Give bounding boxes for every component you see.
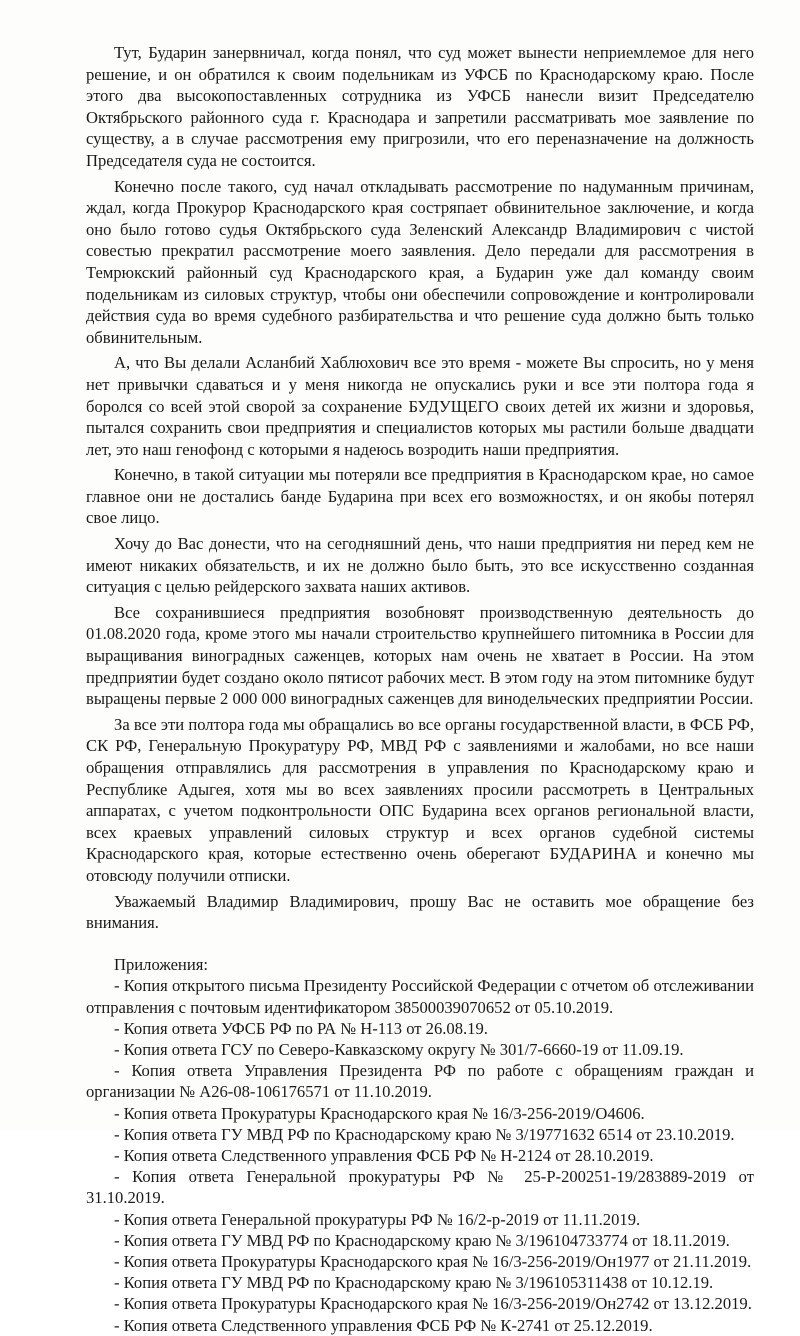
appendix-list xyxy=(86,975,754,1335)
appendix-item: - Копия ответа УФСБ РФ по РА № Н-113 от 26.08.19. xyxy=(114,1018,488,1038)
appendix-item: - Копия ответа Прокуратуры Краснодарского края № 16/3-256-2019/Он1977 от 21.11.2019. xyxy=(114,1251,752,1271)
paragraph-3: А, что Вы делали Асланбий Хаблюхович все это время - можете Вы спросить, но у меня нет привычки сдаваться и у меня никогда не опускались руки и все эти полтора года я боролся со всей этой сворой за сохранение БУДУЩЕГО своих детей их жизни и здоровья, пытался сохранить свои предприятия и специалистов которых мы растили больше двадцати лет, это наш генофонд с которыми я надеюсь возродить наши предприятия. xyxy=(86,353,754,459)
letter-body xyxy=(86,42,754,934)
paragraph-1: Тут, Бударин занервничал, когда понял, что суд может вынести неприемлемое для него решение, и он обратился к своим подельникам из УФСБ по Краснодарскому краю. После этого два высокопоставленных сотрудника из УФСБ нанесли визит Председателю Октябрьского районного суда г. Краснодара и запретили рассматривать мое заявление по существу, а в случае рассмотрения ему пригрозили, что его переназначение на должность Председателя суда не состоится. xyxy=(86,43,754,170)
paragraph-8: Уважаемый Владимир Владимирович, прошу Вас не оставить мое обращение без внимания. xyxy=(86,891,754,933)
appendix-item: - Копия ответа Прокуратуры Краснодарского края № 16/3-256-2019/Он2742 от 13.12.2019. xyxy=(114,1294,752,1314)
appendix-item: - Копия ответа ГУ МВД РФ по Краснодарскому краю № 3/196104733774 от 18.11.2019. xyxy=(114,1230,730,1250)
appendix-section xyxy=(86,954,754,1336)
section-gap xyxy=(86,938,754,954)
paragraph-2: Конечно после такого, суд начал откладывать рассмотрение по надуманным причинам, ждал, когда Прокурор Краснодарского края состряпает обвинительное заключение, и когда оно было готово судья Октябрьского суда Зеленский Александр Владимирович с чистой совестью прекратил рассмотрение моего заявления. Дело передали для рассмотрения в Темрюкский районный суд Краснодарского края, а Бударин уже дал команду своим подельникам из силовых структур, чтобы они обеспечили сопровождение и контролировали действия суда во время судебного разбирательства и что решение суда должно быть только обвинительным. xyxy=(86,176,754,347)
paragraph-6: Все сохранившиеся предприятия возобновят производственную деятельность до 01.08.2020 года, кроме этого мы начали строительство крупнейшего питомника в России для выращивания виноградных саженцев, которых нам очень не хватает в России. На этом предприятии будет создано около пятисот рабочих мест. В этом году на этом питомнике будут выращены первые 2 000 000 виноградных саженцев для винодельческих предприятии России. xyxy=(86,602,754,709)
paragraph-7: За все эти полтора года мы обращались во все органы государственной власти, в ФСБ РФ, СК РФ, Генеральную Прокуратуру РФ, МВД РФ с заявлениями и жалобами, но все наши обращения отправлялись для рассмотрения в управления по Краснодарскому краю и Республике Адыгея, хотя мы во всех заявлениях просили рассмотреть в Центральных аппаратах, с учетом подконтрольности ОПС Бударина всех органов региональной власти, всех краевых управлений силовых структур и всех органов судебной системы Краснодарского края, которые естественно очень оберегают БУДАРИНА и конечно мы отовсюду получили отписки. xyxy=(86,714,754,885)
appendix-item: - Копия ответа Генеральной прокуратуры РФ № 25-Р-200251-19/283889-2019 от 31.10.2019. xyxy=(86,1167,754,1208)
appendix-item: - Копия ответа Следственного управления ФСБ РФ № Н-2124 от 28.10.2019. xyxy=(114,1145,654,1165)
paragraph-5: Хочу до Вас донести, что на сегодняшний день, что наши предприятия ни перед кем не имеют никаких обязательств, и их не должно было быть, это все искусственно созданная ситуация с целью рейдерского захвата наших активов. xyxy=(86,534,754,597)
appendix-item: - Копия ответа Генеральной прокуратуры РФ № 16/2-р-2019 от 11.11.2019. xyxy=(114,1209,641,1229)
appendix-item: - Копия ответа ГУ МВД РФ по Краснодарскому краю № 3/19771632 6514 от 23.10.2019. xyxy=(114,1124,735,1144)
appendix-item: - Копия ответа Управления Президента РФ по работе с обращениям граждан и организации № А26-08-106176571 от 11.10.2019. xyxy=(86,1061,754,1102)
appendix-item: - Копия ответа ГСУ по Северо-Кавказскому округу № 301/7-6660-19 от 11.09.19. xyxy=(114,1039,684,1059)
appendix-title: Приложения: xyxy=(114,954,208,974)
appendix-item: - Копия ответа Прокуратуры Краснодарского края № 16/3-256-2019/О4606. xyxy=(114,1103,645,1123)
appendix-item: - Копия ответа ГУ МВД РФ по Краснодарскому краю № 3/196105311438 от 10.12.19. xyxy=(114,1273,714,1293)
appendix-item: - Копия открытого письма Президенту Российской Федерации с отчетом об отслеживании отправления с почтовым идентификатором 38500039070652 от 05.10.2019. xyxy=(86,976,754,1017)
paragraph-4: Конечно, в такой ситуации мы потеряли все предприятия в Краснодарском крае, но самое главное они не достались банде Бударина при всех его возможностях, и он якобы потерял свое лицо. xyxy=(86,465,754,528)
appendix-item: - Копия ответа Следственного управления ФСБ РФ № К-2741 от 25.12.2019. xyxy=(114,1315,653,1335)
